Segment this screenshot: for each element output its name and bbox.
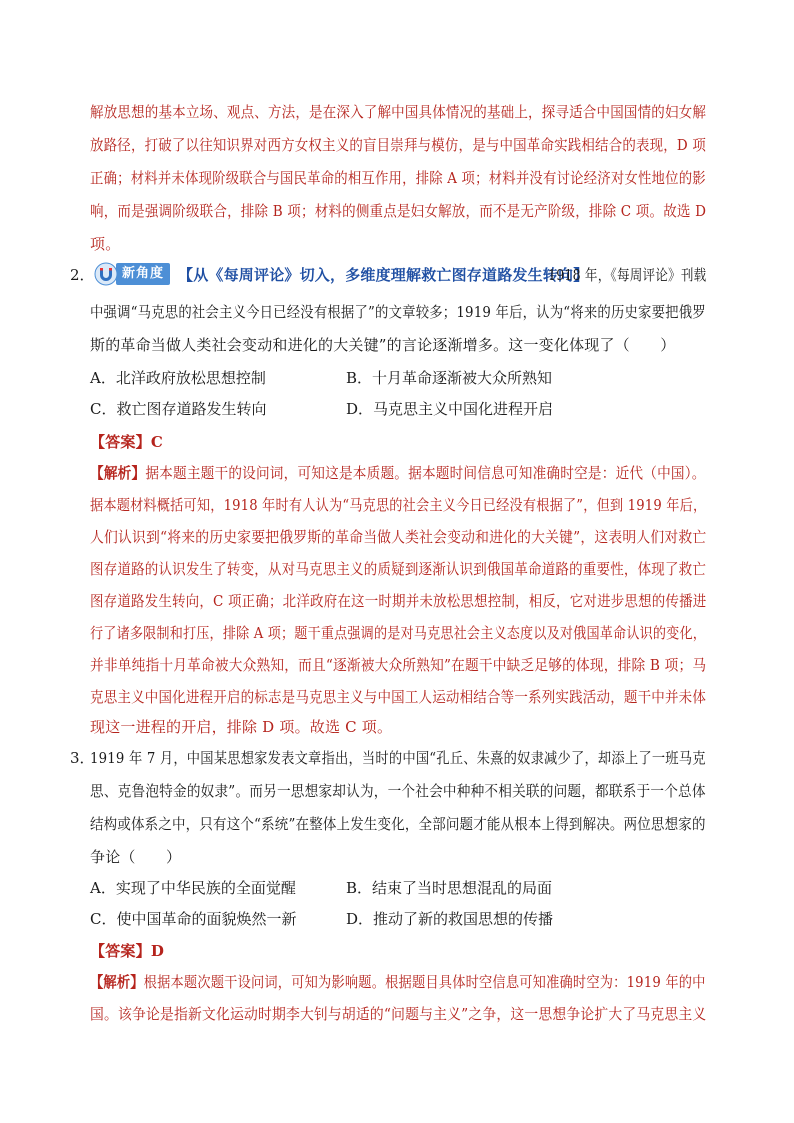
option-c: C．救亡图存道路发生转向 <box>90 400 267 418</box>
analysis-text: 在题干中缺乏足够的体现，排除 B 项；马 <box>451 656 707 674</box>
answer-label: 【答案】 <box>90 433 151 451</box>
option-d: D．推动了新的救国思想的传播 <box>346 910 554 928</box>
question-stem-line: 斯的革命当做人类社会变动和进化的大关键”的言论逐渐增多。这一变化体现了（ ） <box>90 336 676 354</box>
analysis-text: 据本题主题干的设问词，可知这是本质题。据本题时间信息可知准确时空是：近代（中国）。 <box>145 464 706 482</box>
q1-analysis-line: 响，而是强调阶级联合，排除 B 项；材料的侧重点是妇女解放，而不是无产阶级，排除 C 项。故选 D <box>90 202 707 220</box>
analysis-line <box>90 1003 706 1025</box>
analysis-text: 根据本题次题干设问词，可知为影响题。根据题目具体时空信息可知准确时空为：1919 年的中 <box>143 973 706 991</box>
analysis-text: 之争，这一思想争论扩大了马克思主义 <box>468 1005 707 1023</box>
question-number: 3． <box>70 749 95 767</box>
answer-label: 【答案】 <box>90 942 151 960</box>
analysis-line <box>90 526 706 548</box>
analysis-line <box>90 654 706 676</box>
analysis-quote: “逐渐被大众所熟知” <box>325 656 452 674</box>
analysis-text: 并非单纯指十月革命被大众熟知，而且 <box>90 656 326 674</box>
answer-row <box>90 940 164 962</box>
q1-analysis-line: 放路径，打破了以往知识界对西方女权主义的盲目崇拜与模仿，是与中国革命实践相结合的表现，D 项 <box>90 136 707 154</box>
analysis-label: 【解析】 <box>90 973 144 991</box>
analysis-line: 图存道路的认识发生了转变，从对马克思主义的质疑到逐渐认识到俄国革命道路的重要性，体现了救亡 <box>90 560 707 578</box>
analysis-text: 人们认识到 <box>90 528 160 546</box>
question-number: 2． <box>70 266 95 284</box>
magnet-icon <box>94 262 120 286</box>
analysis-quote: “将来的历史家要把俄罗斯的革命当做人类社会变动和进化的大关键” <box>159 528 581 546</box>
analysis-line <box>90 494 706 516</box>
option-d: D．马克思主义中国化进程开启 <box>346 400 554 418</box>
analysis-line: 行了诸多限制和打压，排除 A 项；题干重点强调的是对马克思社会主义态度以及对俄国革命认识的变化， <box>90 624 707 642</box>
q1-analysis-line: 解放思想的基本立场、观点、方法，是在深入了解中国具体情况的基础上，探寻适合中国国情的妇女解 <box>90 103 707 121</box>
question-stem-line: 1918 年，《每周评论》刊载 <box>548 266 707 284</box>
analysis-text: ，但到 1919 年后， <box>583 496 707 514</box>
option-b: B．结束了当时思想混乱的局面 <box>346 879 553 897</box>
question-stem-line: 结构或体系之中，只有这个“系统”在整体上发生变化，全部问题才能从根本上得到解决。两位思想家的 <box>90 815 706 833</box>
analysis-text: 据本题材料概括可知，1918 年时有人认为 <box>90 496 343 514</box>
new-angle-badge <box>94 262 174 286</box>
answer-value: C <box>150 433 163 451</box>
option-a: A．北洋政府放松思想控制 <box>90 369 266 387</box>
question-stem-line: 思、克鲁泡特金的奴隶”。而另一思想家却认为，一个社会中种种不相关联的问题，都联系于一个总体 <box>90 782 706 800</box>
analysis-line <box>90 462 706 484</box>
analysis-line: 现这一进程的开启，排除 D 项。故选 C 项。 <box>90 718 393 736</box>
new-angle-label: 新角度 <box>116 263 170 285</box>
analysis-quote: “马克思的社会主义今日已经没有根据了” <box>342 496 584 514</box>
question-tag: 【从《每周评论》切入，多维度理解救亡图存道路发生转向】 <box>178 266 589 284</box>
option-a: A．实现了中华民族的全面觉醒 <box>90 879 296 897</box>
answer-row <box>90 431 163 453</box>
analysis-label: 【解析】 <box>90 464 146 482</box>
analysis-line: 克思主义中国化进程开启的标志是马克思主义与中国工人运动相结合等一系列实践活动，题干中并未体 <box>90 688 707 706</box>
question-stem-line: 争论（ ） <box>90 848 182 866</box>
option-c: C．使中国革命的面貌焕然一新 <box>90 910 297 928</box>
question-stem-line: 1919 年 7 月，中国某思想家发表文章指出，当时的中国“孔丘、朱熹的奴隶减少了，却添上了一班马克 <box>90 749 706 767</box>
answer-value: D <box>150 942 165 960</box>
option-b: B．十月革命逐渐被大众所熟知 <box>346 369 553 387</box>
analysis-text: ，这表明人们对救亡 <box>580 528 707 546</box>
analysis-line: 图存道路发生转向，C 项正确；北洋政府在这一时期并未放松思想控制，相反，它对进步思想的传播进 <box>90 592 707 610</box>
q1-analysis-line: 正确；材料并未体现阶级联合与国民革命的相互作用，排除 A 项；材料并没有讨论经济对女性地位的影 <box>90 169 706 187</box>
q1-analysis-line: 项。 <box>90 235 121 253</box>
analysis-text: 国。该争论是指新文化运动时期李大钊与胡适的 <box>90 1005 384 1023</box>
analysis-line <box>90 971 706 993</box>
analysis-quote: “问题与主义” <box>383 1005 469 1023</box>
question-stem-line: 中强调“马克思的社会主义今日已经没有根据了”的文章较多；1919 年后，认为“将来的历史家要把俄罗 <box>90 303 706 321</box>
